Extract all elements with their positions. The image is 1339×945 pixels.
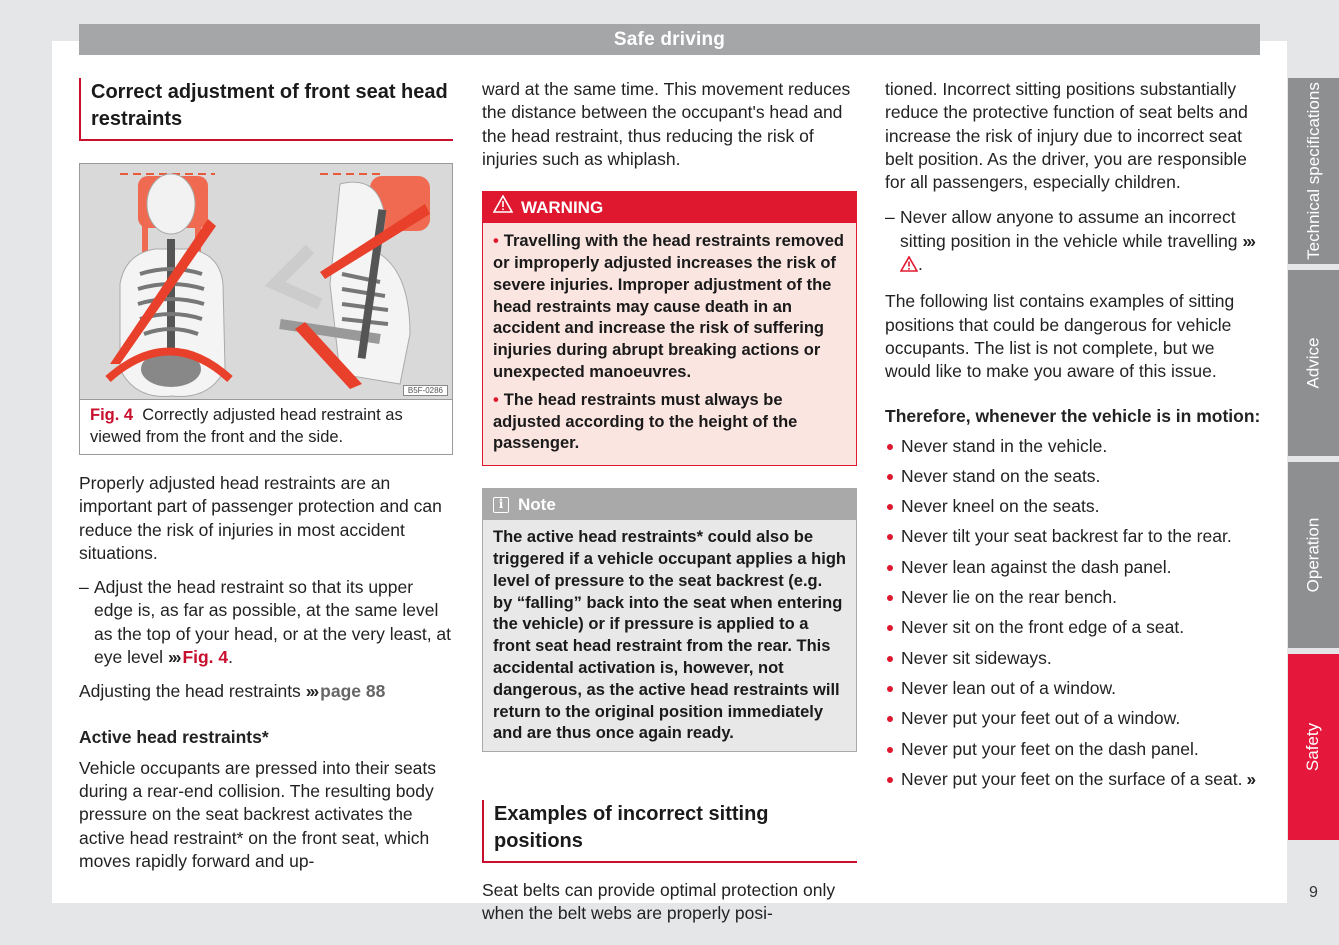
- warning-triangle-icon[interactable]: [900, 254, 918, 274]
- continue-arrows-icon: ››: [1246, 768, 1255, 789]
- active-head-restraints-text: Vehicle occupants are pressed into their seats during a rear-end collision. The resulting body pressure on the seat backrest activates the active head restraint* on the front seat, which moves rapidly forward and up-: [79, 757, 437, 871]
- continued-paragraph: tioned. Incorrect sitting positions substantially reduce the protective function of seat belts and increase the risk of injury due to incorrect seat belt position. As the driver, you are responsible for all passengers, especially children.: [885, 79, 1248, 193]
- page-number: 9: [1309, 884, 1318, 901]
- note-header: [483, 489, 856, 520]
- subheading-active-head-restraints: Active head restraints*: [79, 726, 269, 747]
- note-box: [482, 488, 857, 752]
- tab-operation[interactable]: Operation: [1288, 462, 1339, 648]
- figure-caption: [80, 400, 452, 454]
- incorrect-positions-list: [885, 435, 1265, 791]
- figure-4: [79, 163, 453, 455]
- list-item: Never lean against the dash panel.: [885, 556, 1265, 579]
- cross-reference: Adjusting the head restraints ››› page 88: [79, 681, 386, 702]
- list-item: Never kneel on the seats.: [885, 495, 1265, 518]
- list-item: Never put your feet out of a window.: [885, 707, 1265, 730]
- figure-caption-text: Correctly adjusted head restraint as viewed from the front and the side.: [90, 406, 403, 446]
- warning-item: • Travelling with the head restraints removed or improperly adjusted increases the risk of severe injuries. Improper adjustment of the head restraints may cause death in an accident and increase the risk of suffering injuries during abrupt breaking actions or unexpected manoeuvres.: [493, 232, 844, 381]
- seat-belt-paragraph: Seat belts can provide optimal protection only when the belt webs are properly posi-: [482, 880, 836, 924]
- tab-technical-specifications[interactable]: Technical specifications: [1288, 78, 1339, 264]
- list-item: Never stand on the seats.: [885, 465, 1265, 488]
- head-restraint-illustration: [80, 164, 452, 400]
- warning-triangle-icon: [493, 192, 513, 223]
- column-3: [885, 78, 1265, 798]
- note-title: Note: [518, 495, 556, 515]
- list-item: Never stand in the vehicle.: [885, 435, 1265, 458]
- list-item: Never lie on the rear bench.: [885, 586, 1265, 609]
- intro-paragraph: Properly adjusted head restraints are an important part of passenger protection and can reduce the risk of injuries in most accident situations.: [79, 473, 442, 563]
- warning-box: [482, 191, 857, 466]
- list-item: Never tilt your seat backrest far to the rear.: [885, 525, 1265, 548]
- figure-4-link[interactable]: Fig. 4: [182, 647, 229, 668]
- reference-arrows: ›››: [1242, 230, 1254, 251]
- list-item: Never sit on the front edge of a seat.: [885, 616, 1265, 639]
- column-1: [79, 78, 453, 873]
- tab-advice[interactable]: Advice: [1288, 270, 1339, 456]
- tab-safety[interactable]: Safety: [1288, 654, 1339, 840]
- list-heading: Therefore, whenever the vehicle is in motion:: [885, 405, 1261, 426]
- list-item: Never put your feet on the surface of a seat. ››: [885, 768, 1265, 791]
- section-title-head-restraints: Correct adjustment of front seat head restraints: [79, 78, 453, 141]
- reference-arrows: ›››: [167, 647, 180, 668]
- info-icon: i: [493, 497, 509, 513]
- chapter-header: [79, 24, 1260, 55]
- warning-title: WARNING: [521, 198, 604, 218]
- warning-body: [483, 223, 856, 465]
- continued-paragraph: ward at the same time. This movement reduces the distance between the occupant's head and the head restraint, thus reducing the risk of injuries such as whiplash.: [482, 79, 851, 169]
- figure-label: Fig. 4: [90, 406, 134, 424]
- list-item: Never lean out of a window.: [885, 677, 1265, 700]
- instruction-item: – Adjust the head restraint so that its upper edge is, as far as possible, at the same level as the top of your head, or at the very least, at eye level ››› Fig. 4.: [79, 576, 453, 669]
- warning-header: [483, 192, 856, 223]
- note-text: The active head restraints* could also be triggered if a vehicle occupant applies a high level of pressure to the seat backrest (e.g. by “falling” back into the seat when entering the vehicle) or if pressure is applied to a front seat head restraint from the rear. This accidental activation is, however, not dangerous, as the active head restraints will return to the original position immediately and are thus once again ready.: [493, 528, 847, 743]
- list-intro-paragraph: The following list contains examples of sitting positions that could be dangerous for vehicle occupants. The list is not complete, but we would like to make you aware of this issue.: [885, 291, 1235, 382]
- instruction-item: – Never allow anyone to assume an incorrect sitting position in the vehicle while travelling ›››.: [885, 206, 1265, 276]
- figure-code: B5F-0286: [403, 385, 448, 396]
- warning-item: • The head restraints must always be adjusted according to the height of the passenger.: [493, 390, 798, 453]
- page-88-link[interactable]: page 88: [320, 681, 386, 702]
- list-item: Never sit sideways.: [885, 647, 1265, 670]
- chapter-title: Safe driving: [613, 29, 726, 50]
- column-2: [482, 78, 857, 926]
- list-item: Never put your feet on the dash panel.: [885, 738, 1265, 761]
- section-title-incorrect-sitting: Examples of incorrect sitting positions: [482, 800, 857, 863]
- reference-arrows: ›››: [305, 681, 318, 702]
